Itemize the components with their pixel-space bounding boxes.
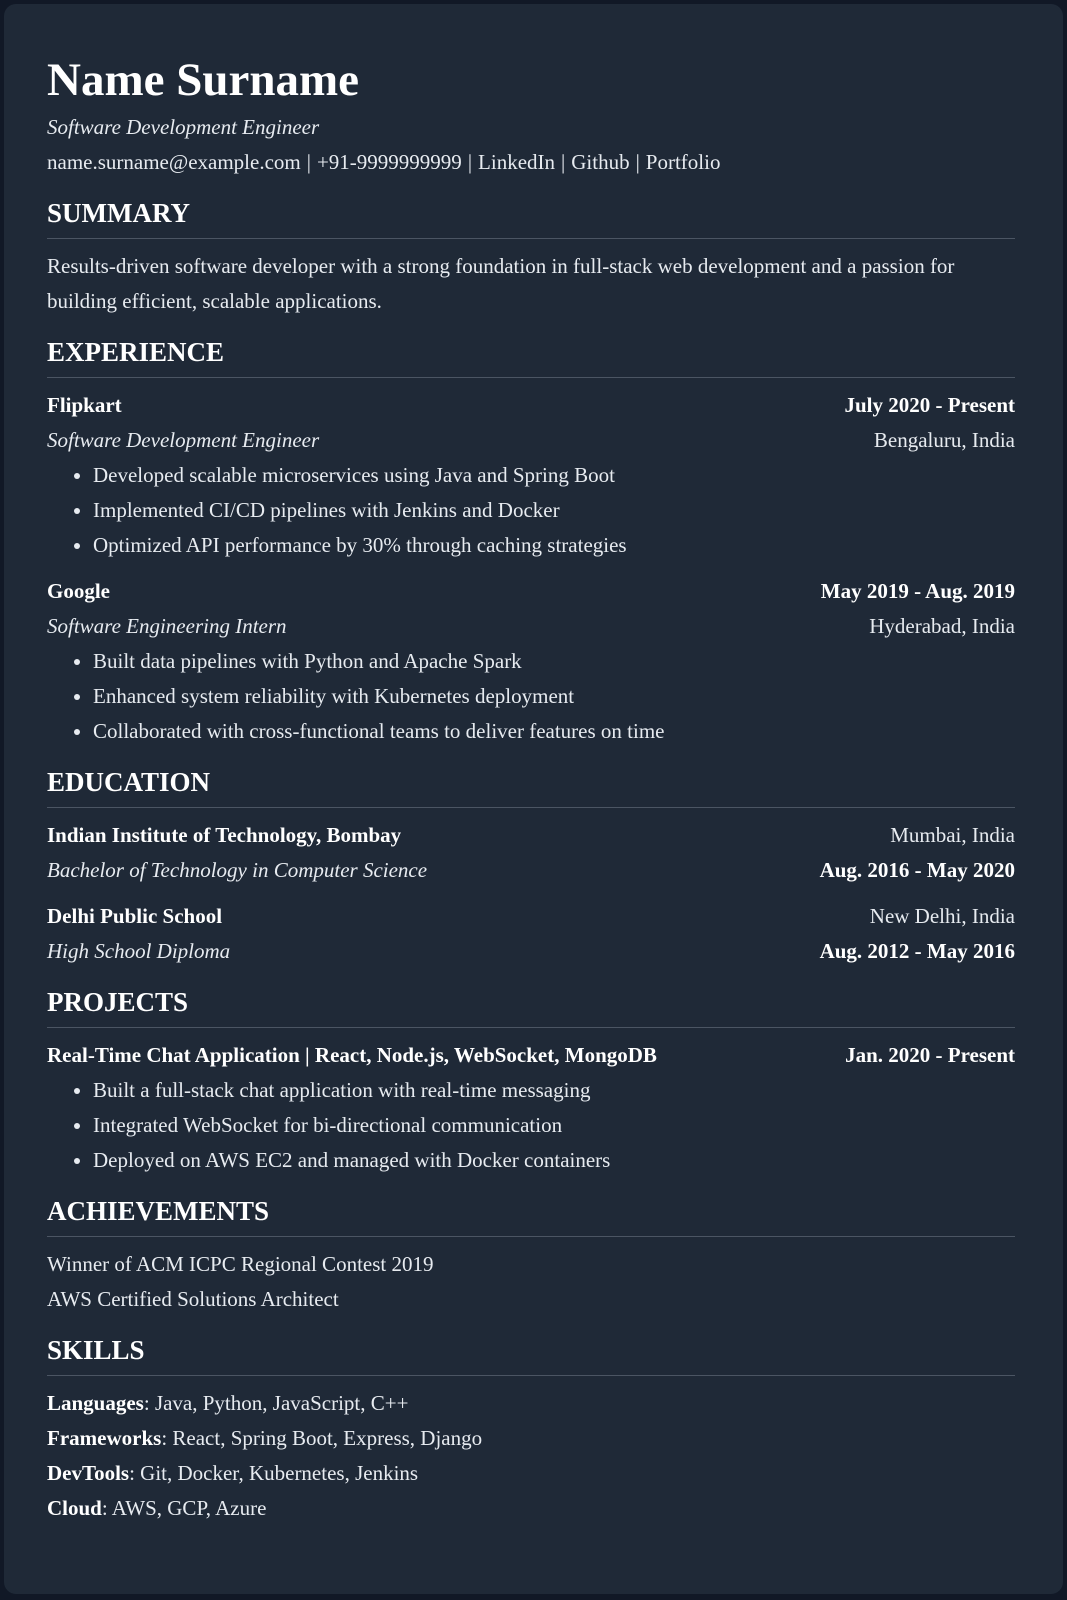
role-title: Software Development Engineer bbox=[47, 428, 320, 452]
project-dates: Jan. 2020 - Present bbox=[845, 1043, 1015, 1067]
company-name: Flipkart bbox=[47, 393, 122, 417]
bullet-item: • Integrated WebSocket for bi-directional communication bbox=[93, 1108, 1015, 1143]
degree-name: Bachelor of Technology in Computer Science bbox=[47, 858, 428, 882]
github-link[interactable]: Github bbox=[571, 150, 630, 174]
bullet-item: • Deployed on AWS EC2 and managed with Docker containers bbox=[93, 1143, 1015, 1178]
contact-separator: | bbox=[635, 150, 640, 174]
skill-label: Languages bbox=[47, 1391, 144, 1415]
bullet-item: • Implemented CI/CD pipelines with Jenkins and Docker bbox=[93, 493, 1015, 528]
achievement-item: AWS Certified Solutions Architect bbox=[47, 1287, 339, 1311]
skill-value: : AWS, GCP, Azure bbox=[101, 1496, 267, 1520]
school-name: Delhi Public School bbox=[47, 904, 223, 928]
school-location: Mumbai, India bbox=[890, 823, 1015, 847]
contact-line bbox=[47, 145, 1015, 180]
school-name: Indian Institute of Technology, Bombay bbox=[47, 823, 402, 847]
skill-row bbox=[47, 1421, 1015, 1456]
project-entry bbox=[47, 1038, 1015, 1178]
role-title: Software Engineering Intern bbox=[47, 614, 287, 638]
education-entry bbox=[47, 899, 1015, 969]
job-title: Software Development Engineer bbox=[47, 115, 320, 139]
contact-separator: | bbox=[467, 150, 473, 174]
portfolio-link[interactable]: Portfolio bbox=[645, 150, 721, 174]
email-link[interactable]: name.surname@example.com bbox=[47, 150, 301, 174]
bullet-item: • Developed scalable microservices using Java and Spring Boot bbox=[93, 458, 1015, 493]
section-heading-experience: EXPERIENCE bbox=[47, 333, 1015, 378]
skills-section bbox=[47, 1331, 1015, 1526]
section-heading-summary: SUMMARY bbox=[47, 194, 1015, 239]
experience-section bbox=[47, 333, 1015, 749]
resume-header bbox=[47, 50, 1015, 180]
degree-name: High School Diploma bbox=[47, 939, 231, 963]
experience-bullets bbox=[47, 644, 1015, 749]
full-name: Name Surname bbox=[47, 54, 359, 106]
education-entry bbox=[47, 818, 1015, 888]
experience-entry bbox=[47, 574, 1015, 749]
summary-section bbox=[47, 194, 1015, 319]
skill-value: : React, Spring Boot, Express, Django bbox=[161, 1426, 483, 1450]
skill-value: : Java, Python, JavaScript, C++ bbox=[143, 1391, 409, 1415]
skill-label: DevTools bbox=[47, 1461, 130, 1485]
linkedin-link[interactable]: LinkedIn bbox=[478, 150, 556, 174]
project-bullets bbox=[47, 1073, 1015, 1178]
bullet-item: • Optimized API performance by 30% through caching strategies bbox=[93, 528, 1015, 563]
skill-row bbox=[47, 1386, 1015, 1421]
summary-text: Results-driven software developer with a strong foundation in full-stack web development and a passion for building efficient, scalable applications. bbox=[47, 254, 955, 313]
projects-section bbox=[47, 983, 1015, 1178]
experience-bullets bbox=[47, 458, 1015, 563]
skill-label: Cloud bbox=[47, 1496, 102, 1520]
bullet-item: • Collaborated with cross-functional teams to deliver features on time bbox=[93, 714, 1015, 749]
project-title: Real-Time Chat Application | React, Node.js, WebSocket, MongoDB bbox=[47, 1043, 657, 1067]
phone-number: +91-9999999999 bbox=[316, 150, 462, 174]
resume-card bbox=[4, 4, 1063, 1594]
skill-row bbox=[47, 1456, 1015, 1491]
education-dates: Aug. 2012 - May 2016 bbox=[819, 939, 1015, 963]
section-heading-education: EDUCATION bbox=[47, 763, 1015, 808]
school-location: New Delhi, India bbox=[869, 904, 1015, 928]
company-name: Google bbox=[47, 579, 110, 603]
bullet-item: • Built data pipelines with Python and Apache Spark bbox=[93, 644, 1015, 679]
contact-separator: | bbox=[561, 150, 566, 174]
job-location: Bengaluru, India bbox=[873, 428, 1015, 452]
section-heading-projects: PROJECTS bbox=[47, 983, 1015, 1028]
skill-label: Frameworks bbox=[47, 1426, 162, 1450]
job-location: Hyderabad, India bbox=[869, 614, 1015, 638]
education-dates: Aug. 2016 - May 2020 bbox=[819, 858, 1015, 882]
employment-dates: July 2020 - Present bbox=[844, 393, 1015, 417]
contact-separator: | bbox=[306, 150, 311, 174]
bullet-item: • Enhanced system reliability with Kubernetes deployment bbox=[93, 679, 1015, 714]
experience-entry bbox=[47, 388, 1015, 563]
education-section bbox=[47, 763, 1015, 969]
achievements-section bbox=[47, 1192, 1015, 1317]
employment-dates: May 2019 - Aug. 2019 bbox=[820, 579, 1015, 603]
skill-row bbox=[47, 1491, 1015, 1526]
section-heading-skills: SKILLS bbox=[47, 1331, 1015, 1376]
achievement-item: Winner of ACM ICPC Regional Contest 2019 bbox=[47, 1252, 434, 1276]
bullet-item: • Built a full-stack chat application with real-time messaging bbox=[93, 1073, 1015, 1108]
skill-value: : Git, Docker, Kubernetes, Jenkins bbox=[129, 1461, 419, 1485]
section-heading-achievements: ACHIEVEMENTS bbox=[47, 1192, 1015, 1237]
